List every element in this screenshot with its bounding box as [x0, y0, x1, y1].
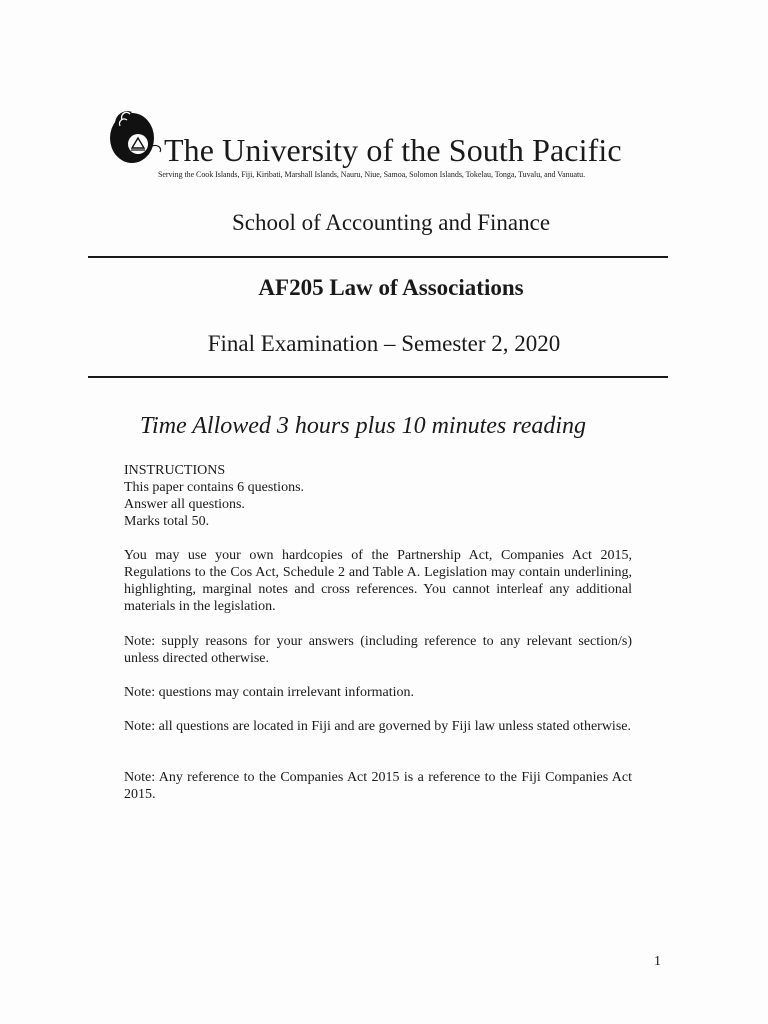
page-number: 1: [654, 954, 661, 969]
note-companies-act: Note: Any reference to the Companies Act 2015 is a reference to the Fiji Companies Act 2015.: [124, 770, 632, 802]
exam-title: Final Examination – Semester 2, 2020: [207, 331, 561, 356]
note-fiji-law: Note: all questions are located in Fiji and are governed by Fiji law unless stated otherwise.: [124, 719, 631, 734]
bottom-divider: [88, 376, 668, 378]
instruction-line: This paper contains 6 questions.: [124, 480, 305, 495]
usp-crest-icon: [108, 106, 164, 164]
note-reasons: Note: supply reasons for your answers (including reference to any relevant section/s) unless directed otherwise.: [124, 634, 632, 666]
school-name: School of Accounting and Finance: [231, 210, 551, 235]
instructions-block: [124, 462, 632, 530]
instruction-line: Answer all questions.: [124, 497, 245, 512]
note-irrelevant: Note: questions may contain irrelevant information.: [124, 685, 415, 700]
time-allowed: Time Allowed 3 hours plus 10 minutes reading: [140, 413, 587, 439]
university-serving-line: Serving the Cook Islands, Fiji, Kiribati, Marshall Islands, Nauru, Niue, Samoa, Solomon Islands, Tokelau, Tonga, Tuvalu, and Vanuatu.: [158, 170, 586, 179]
instruction-line: Marks total 50.: [124, 514, 210, 529]
top-divider: [88, 256, 668, 258]
legislation-paragraph: You may use your own hardcopies of the Partnership Act, Companies Act 2015, Regulations to the Cos Act, Schedule 2 and Table A. Legislation may contain underlining, highlighting, marginal notes and cross references. You cannot interleaf any additional materials in the legislation.: [124, 548, 632, 614]
university-name: The University of the South Pacific: [164, 132, 622, 168]
instructions-heading: INSTRUCTIONS: [124, 463, 226, 478]
course-title: AF205 Law of Associations: [258, 275, 524, 300]
